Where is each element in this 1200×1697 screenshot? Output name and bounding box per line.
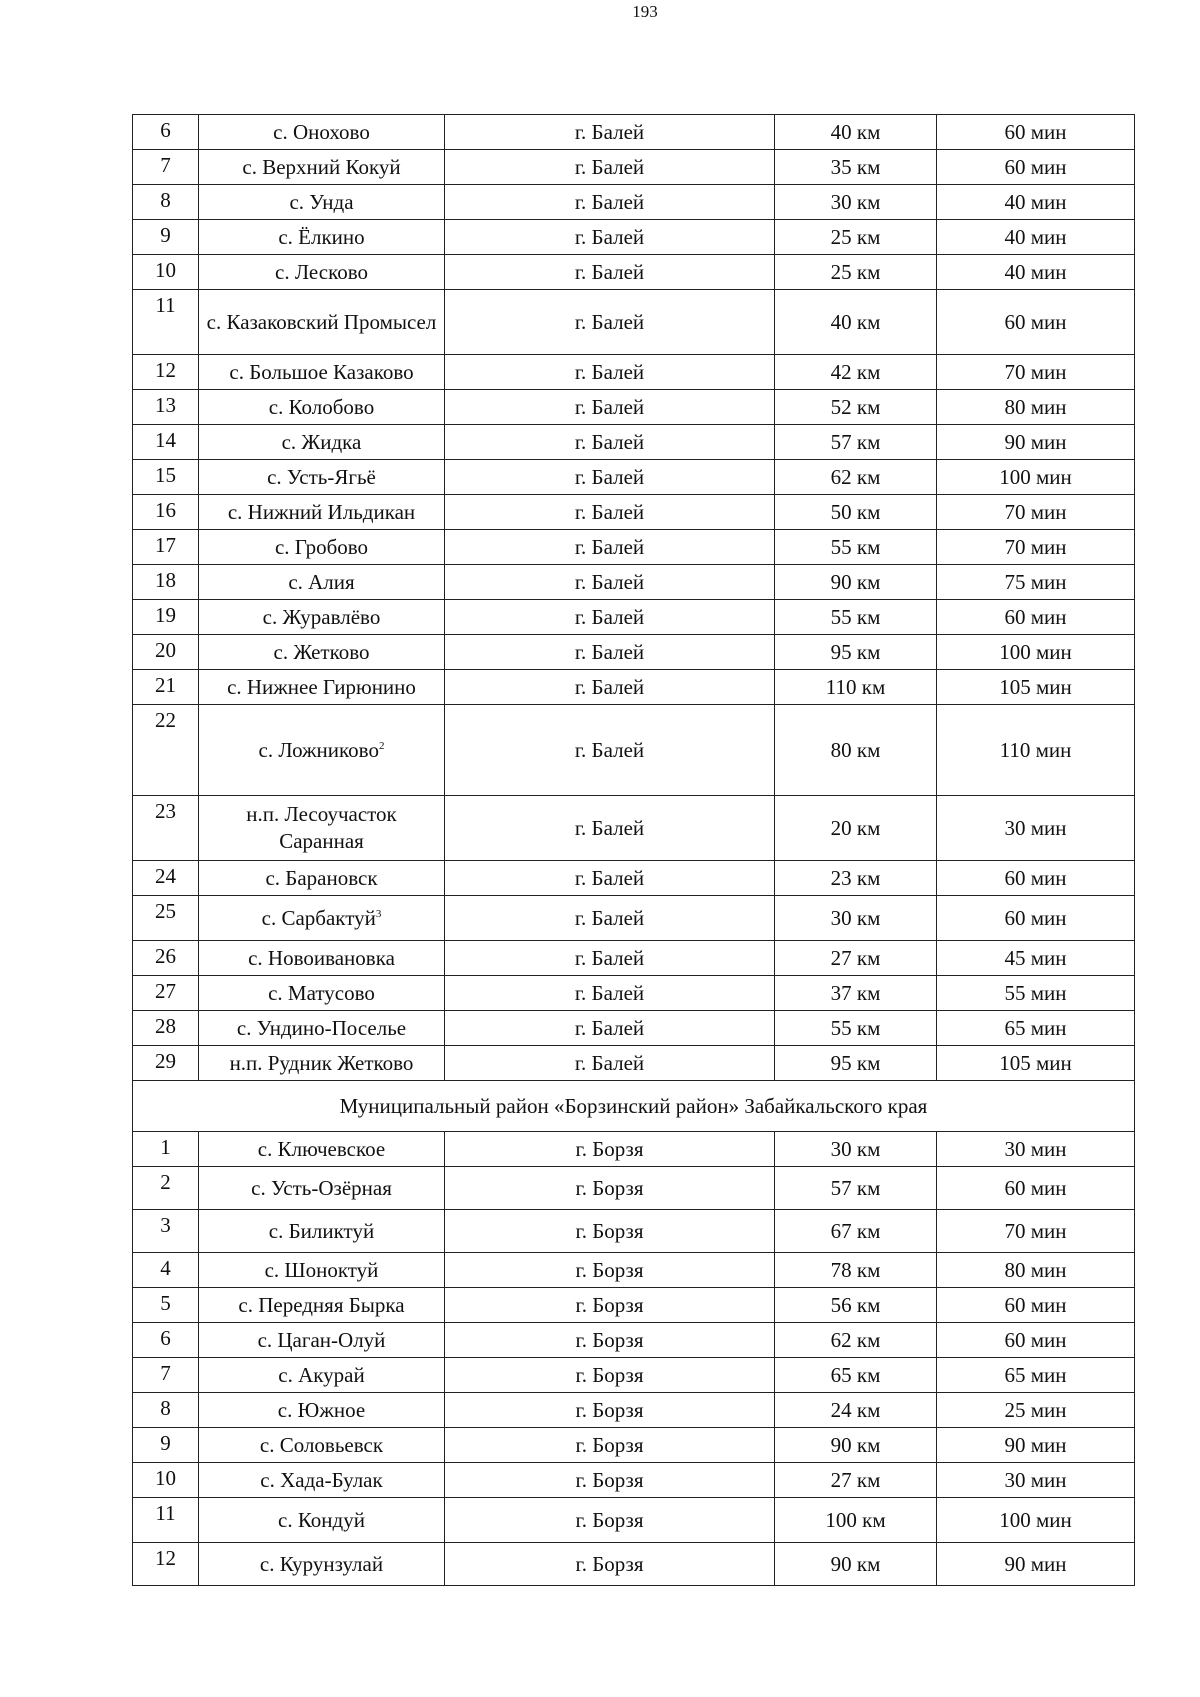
settlement-cell xyxy=(199,150,445,185)
distance-cell: 95 км xyxy=(775,635,937,670)
center-cell: г. Балей xyxy=(445,355,775,390)
settlement-cell xyxy=(199,896,445,941)
travel-time-cell: 55 мин xyxy=(937,976,1135,1011)
table-row xyxy=(133,220,1135,255)
settlement-cell xyxy=(199,390,445,425)
settlement-cell xyxy=(199,1428,445,1463)
center-cell: г. Балей xyxy=(445,1046,775,1081)
settlement-name: с. Ключевское xyxy=(257,1136,386,1161)
distance-cell: 110 км xyxy=(775,670,937,705)
center-cell: г. Борзя xyxy=(445,1167,775,1210)
distance-cell: 30 км xyxy=(775,1132,937,1167)
row-number-cell: 24 xyxy=(133,861,199,896)
travel-time-cell: 100 мин xyxy=(937,1498,1135,1543)
distance-cell: 37 км xyxy=(775,976,937,1011)
travel-time-cell: 70 мин xyxy=(937,1210,1135,1253)
table-row xyxy=(133,635,1135,670)
table-row xyxy=(133,600,1135,635)
settlement-cell xyxy=(199,796,445,861)
table-section xyxy=(133,1081,1135,1132)
table-row xyxy=(133,1132,1135,1167)
table-row xyxy=(133,1463,1135,1498)
travel-time-cell: 80 мин xyxy=(937,1253,1135,1288)
table-row xyxy=(133,1253,1135,1288)
settlement-name: с. Кондуй xyxy=(278,1507,365,1532)
settlement-cell xyxy=(199,1046,445,1081)
travel-time-cell: 80 мин xyxy=(937,390,1135,425)
row-number-cell: 23 xyxy=(133,796,199,861)
center-cell: г. Балей xyxy=(445,705,775,796)
center-cell: г. Балей xyxy=(445,425,775,460)
travel-time-cell: 100 мин xyxy=(937,460,1135,495)
travel-time-cell: 90 мин xyxy=(937,1543,1135,1586)
table-row xyxy=(133,976,1135,1011)
settlement-name: с. Онохово xyxy=(273,119,370,144)
distance-cell: 55 км xyxy=(775,1011,937,1046)
distance-cell: 50 км xyxy=(775,495,937,530)
travel-time-cell: 70 мин xyxy=(937,530,1135,565)
table-row xyxy=(133,390,1135,425)
row-number-cell: 11 xyxy=(133,290,199,355)
center-cell: г. Борзя xyxy=(445,1288,775,1323)
settlement-cell xyxy=(199,115,445,150)
center-cell: г. Борзя xyxy=(445,1323,775,1358)
row-number-cell: 18 xyxy=(133,565,199,600)
travel-time-cell: 60 мин xyxy=(937,115,1135,150)
row-number-cell: 9 xyxy=(133,1428,199,1463)
center-cell: г. Балей xyxy=(445,635,775,670)
table-row xyxy=(133,670,1135,705)
center-cell: г. Балей xyxy=(445,220,775,255)
travel-time-cell: 25 мин xyxy=(937,1393,1135,1428)
distance-cell: 25 км xyxy=(775,255,937,290)
travel-time-cell: 90 мин xyxy=(937,425,1135,460)
center-cell: г. Балей xyxy=(445,670,775,705)
travel-time-cell: 60 мин xyxy=(937,290,1135,355)
distance-cell: 95 км xyxy=(775,1046,937,1081)
distance-cell: 27 км xyxy=(775,1463,937,1498)
table-row xyxy=(133,290,1135,355)
distance-cell: 65 км xyxy=(775,1358,937,1393)
settlement-name: с. Нижнее Гирюнино xyxy=(227,674,416,699)
distance-cell: 27 км xyxy=(775,941,937,976)
row-number-cell: 5 xyxy=(133,1288,199,1323)
row-number-cell: 21 xyxy=(133,670,199,705)
center-cell: г. Борзя xyxy=(445,1428,775,1463)
table-row xyxy=(133,1210,1135,1253)
center-cell: г. Балей xyxy=(445,796,775,861)
settlement-cell xyxy=(199,635,445,670)
settlement-name: с. Алия xyxy=(288,569,355,594)
settlement-name: с. Усть-Озёрная xyxy=(251,1175,392,1200)
center-cell: г. Балей xyxy=(445,565,775,600)
row-number-cell: 11 xyxy=(133,1498,199,1543)
footnote-marker: 3 xyxy=(375,907,382,920)
settlement-cell xyxy=(199,941,445,976)
table-row xyxy=(133,460,1135,495)
table-row xyxy=(133,861,1135,896)
travel-time-cell: 60 мин xyxy=(937,1167,1135,1210)
settlement-name: с. Жетково xyxy=(273,639,370,664)
table-row xyxy=(133,185,1135,220)
distance-cell: 100 км xyxy=(775,1498,937,1543)
settlement-name: с. Нижний Ильдикан xyxy=(227,499,416,524)
table-row xyxy=(133,1393,1135,1428)
center-cell: г. Балей xyxy=(445,1011,775,1046)
settlement-cell xyxy=(199,1393,445,1428)
center-cell: г. Балей xyxy=(445,115,775,150)
row-number-cell: 7 xyxy=(133,150,199,185)
row-number-cell: 14 xyxy=(133,425,199,460)
travel-time-cell: 60 мин xyxy=(937,600,1135,635)
settlement-cell xyxy=(199,495,445,530)
settlement-cell xyxy=(199,1358,445,1393)
table-body-borzya xyxy=(133,1132,1135,1586)
distance-cell: 55 км xyxy=(775,530,937,565)
center-cell: г. Балей xyxy=(445,185,775,220)
settlement-cell xyxy=(199,1543,445,1586)
row-number-cell: 22 xyxy=(133,705,199,796)
settlement-name: с. Верхний Кокуй xyxy=(242,154,401,179)
row-number-cell: 7 xyxy=(133,1358,199,1393)
table-row xyxy=(133,1288,1135,1323)
table-row xyxy=(133,796,1135,861)
settlement-name: с. Передняя Бырка xyxy=(238,1292,405,1317)
table-row xyxy=(133,565,1135,600)
settlement-name: с. Ёлкино xyxy=(278,224,365,249)
center-cell: г. Борзя xyxy=(445,1132,775,1167)
row-number-cell: 2 xyxy=(133,1167,199,1210)
settlement-name: с. Новоивановка xyxy=(248,945,395,970)
settlement-cell xyxy=(199,460,445,495)
travel-time-cell: 60 мин xyxy=(937,896,1135,941)
distance-cell: 24 км xyxy=(775,1393,937,1428)
row-number-cell: 8 xyxy=(133,185,199,220)
travel-time-cell: 60 мин xyxy=(937,861,1135,896)
table-row xyxy=(133,1046,1135,1081)
row-number-cell: 19 xyxy=(133,600,199,635)
settlement-name: с. Большое Казаково xyxy=(229,359,414,384)
table-row xyxy=(133,1323,1135,1358)
settlement-name: с. Акурай xyxy=(278,1362,365,1387)
row-number-cell: 10 xyxy=(133,255,199,290)
distance-cell: 30 км xyxy=(775,896,937,941)
travel-time-cell: 70 мин xyxy=(937,495,1135,530)
distance-cell: 90 км xyxy=(775,1428,937,1463)
settlement-name: с. Матусово xyxy=(268,980,375,1005)
distance-cell: 56 км xyxy=(775,1288,937,1323)
row-number-cell: 27 xyxy=(133,976,199,1011)
center-cell: г. Балей xyxy=(445,150,775,185)
row-number-cell: 12 xyxy=(133,1543,199,1586)
center-cell: г. Балей xyxy=(445,255,775,290)
row-number-cell: 6 xyxy=(133,115,199,150)
table-row xyxy=(133,896,1135,941)
travel-time-cell: 100 мин xyxy=(937,635,1135,670)
settlement-cell xyxy=(199,355,445,390)
distance-cell: 20 км xyxy=(775,796,937,861)
travel-time-cell: 30 мин xyxy=(937,796,1135,861)
settlement-name: с. Соловьевск xyxy=(259,1432,384,1457)
table-row xyxy=(133,495,1135,530)
settlement-cell xyxy=(199,220,445,255)
settlement-cell xyxy=(199,600,445,635)
travel-time-cell: 105 мин xyxy=(937,1046,1135,1081)
settlement-cell xyxy=(199,255,445,290)
settlement-cell xyxy=(199,290,445,355)
settlement-cell xyxy=(199,705,445,796)
settlement-name: с. Ложниково xyxy=(258,737,379,762)
table-row xyxy=(133,425,1135,460)
footnote-marker: 2 xyxy=(378,739,385,752)
settlement-name: с. Южное xyxy=(277,1397,366,1422)
table-row xyxy=(133,530,1135,565)
settlement-name: с. Казаковский Промысел xyxy=(206,309,437,334)
distance-cell: 30 км xyxy=(775,185,937,220)
table-row xyxy=(133,1167,1135,1210)
center-cell: г. Борзя xyxy=(445,1253,775,1288)
row-number-cell: 3 xyxy=(133,1210,199,1253)
table-body-baley xyxy=(133,115,1135,1081)
travel-time-cell: 90 мин xyxy=(937,1428,1135,1463)
center-cell: г. Балей xyxy=(445,896,775,941)
settlements-table xyxy=(132,114,1135,1586)
center-cell: г. Балей xyxy=(445,530,775,565)
table-row xyxy=(133,150,1135,185)
settlement-cell xyxy=(199,1011,445,1046)
row-number-cell: 15 xyxy=(133,460,199,495)
settlement-name: с. Шоноктуй xyxy=(264,1257,379,1282)
travel-time-cell: 65 мин xyxy=(937,1011,1135,1046)
table-row xyxy=(133,355,1135,390)
row-number-cell: 8 xyxy=(133,1393,199,1428)
table-row xyxy=(133,1543,1135,1586)
settlement-cell xyxy=(199,565,445,600)
travel-time-cell: 60 мин xyxy=(937,1288,1135,1323)
settlement-cell xyxy=(199,1463,445,1498)
travel-time-cell: 30 мин xyxy=(937,1132,1135,1167)
settlement-name: с. Курунзулай xyxy=(259,1551,384,1576)
row-number-cell: 13 xyxy=(133,390,199,425)
distance-cell: 90 км xyxy=(775,1543,937,1586)
settlement-cell xyxy=(199,1323,445,1358)
center-cell: г. Борзя xyxy=(445,1543,775,1586)
row-number-cell: 20 xyxy=(133,635,199,670)
center-cell: г. Борзя xyxy=(445,1358,775,1393)
table-row xyxy=(133,1358,1135,1393)
distance-cell: 62 км xyxy=(775,460,937,495)
travel-time-cell: 40 мин xyxy=(937,185,1135,220)
table-row xyxy=(133,1498,1135,1543)
distance-cell: 80 км xyxy=(775,705,937,796)
settlement-cell xyxy=(199,1210,445,1253)
center-cell: г. Борзя xyxy=(445,1210,775,1253)
table-row xyxy=(133,705,1135,796)
settlement-cell xyxy=(199,1253,445,1288)
travel-time-cell: 75 мин xyxy=(937,565,1135,600)
settlement-name: с. Ундино-Поселье xyxy=(236,1015,407,1040)
settlement-cell xyxy=(199,530,445,565)
distance-cell: 90 км xyxy=(775,565,937,600)
travel-time-cell: 40 мин xyxy=(937,255,1135,290)
settlement-cell xyxy=(199,1498,445,1543)
row-number-cell: 26 xyxy=(133,941,199,976)
center-cell: г. Балей xyxy=(445,290,775,355)
settlement-cell xyxy=(199,1167,445,1210)
travel-time-cell: 30 мин xyxy=(937,1463,1135,1498)
row-number-cell: 29 xyxy=(133,1046,199,1081)
section-title: Муниципальный район «Борзинский район» Забайкальского края xyxy=(133,1081,1135,1132)
settlement-name: с. Хада-Булак xyxy=(260,1467,383,1492)
travel-time-cell: 70 мин xyxy=(937,355,1135,390)
row-number-cell: 28 xyxy=(133,1011,199,1046)
center-cell: г. Балей xyxy=(445,600,775,635)
center-cell: г. Балей xyxy=(445,941,775,976)
row-number-cell: 25 xyxy=(133,896,199,941)
distance-cell: 62 км xyxy=(775,1323,937,1358)
travel-time-cell: 45 мин xyxy=(937,941,1135,976)
center-cell: г. Балей xyxy=(445,460,775,495)
settlement-cell xyxy=(199,185,445,220)
settlement-cell xyxy=(199,425,445,460)
section-row xyxy=(133,1081,1135,1132)
center-cell: г. Балей xyxy=(445,495,775,530)
settlement-name: с. Гробово xyxy=(274,534,369,559)
center-cell: г. Борзя xyxy=(445,1463,775,1498)
center-cell: г. Балей xyxy=(445,390,775,425)
distance-cell: 57 км xyxy=(775,425,937,460)
settlement-name: с. Биликтуй xyxy=(268,1218,375,1243)
settlement-cell xyxy=(199,1132,445,1167)
table-row xyxy=(133,1011,1135,1046)
settlement-name: с. Унда xyxy=(289,189,354,214)
table-row xyxy=(133,255,1135,290)
distance-cell: 40 км xyxy=(775,290,937,355)
distance-cell: 42 км xyxy=(775,355,937,390)
page-number: 193 xyxy=(632,2,658,21)
distance-cell: 78 км xyxy=(775,1253,937,1288)
settlement-name: н.п. Лесоучасток Саранная xyxy=(246,802,397,853)
distance-cell: 55 км xyxy=(775,600,937,635)
travel-time-cell: 110 мин xyxy=(937,705,1135,796)
distance-cell: 35 км xyxy=(775,150,937,185)
settlement-name: с. Жидка xyxy=(281,429,362,454)
travel-time-cell: 40 мин xyxy=(937,220,1135,255)
row-number-cell: 16 xyxy=(133,495,199,530)
table-row xyxy=(133,1428,1135,1463)
distance-cell: 67 км xyxy=(775,1210,937,1253)
settlement-name: с. Цаган-Олуй xyxy=(257,1327,386,1352)
travel-time-cell: 60 мин xyxy=(937,1323,1135,1358)
row-number-cell: 4 xyxy=(133,1253,199,1288)
settlement-name: с. Лесково xyxy=(275,259,368,284)
distance-cell: 57 км xyxy=(775,1167,937,1210)
row-number-cell: 9 xyxy=(133,220,199,255)
row-number-cell: 12 xyxy=(133,355,199,390)
center-cell: г. Борзя xyxy=(445,1393,775,1428)
settlement-cell xyxy=(199,1288,445,1323)
settlement-cell xyxy=(199,976,445,1011)
row-number-cell: 6 xyxy=(133,1323,199,1358)
row-number-cell: 10 xyxy=(133,1463,199,1498)
row-number-cell: 1 xyxy=(133,1132,199,1167)
travel-time-cell: 60 мин xyxy=(937,150,1135,185)
settlement-name: с. Усть-Ягьё xyxy=(267,464,376,489)
settlement-name: с. Барановск xyxy=(265,865,378,890)
settlement-name: н.п. Рудник Жетково xyxy=(229,1050,414,1075)
settlement-name: с. Сарбактуй xyxy=(261,905,376,930)
distance-cell: 40 км xyxy=(775,115,937,150)
settlement-name: с. Журавлёво xyxy=(262,604,381,629)
row-number-cell: 17 xyxy=(133,530,199,565)
table-row xyxy=(133,115,1135,150)
center-cell: г. Балей xyxy=(445,976,775,1011)
settlement-cell xyxy=(199,670,445,705)
travel-time-cell: 105 мин xyxy=(937,670,1135,705)
center-cell: г. Борзя xyxy=(445,1498,775,1543)
settlement-cell xyxy=(199,861,445,896)
distance-cell: 25 км xyxy=(775,220,937,255)
distance-cell: 52 км xyxy=(775,390,937,425)
center-cell: г. Балей xyxy=(445,861,775,896)
distance-cell: 23 км xyxy=(775,861,937,896)
travel-time-cell: 65 мин xyxy=(937,1358,1135,1393)
table-row xyxy=(133,941,1135,976)
settlement-name: с. Колобово xyxy=(268,394,375,419)
